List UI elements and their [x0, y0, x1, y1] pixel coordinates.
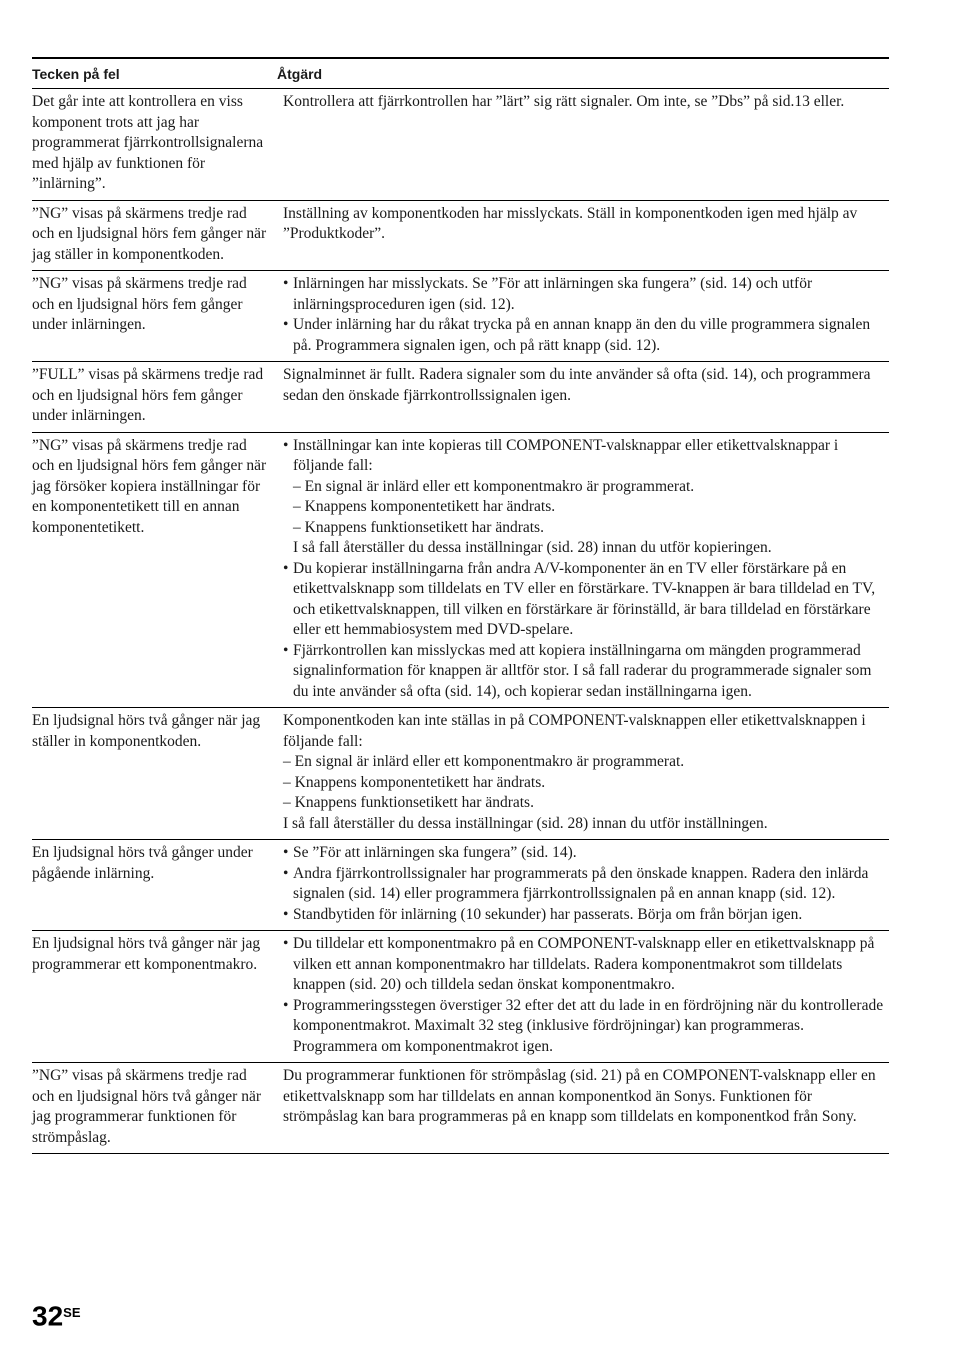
action-bullet-text: Se ”För att inlärningen ska fungera” (sid. 14). — [293, 844, 577, 861]
action-cell — [277, 436, 889, 703]
action-paragraph: Kontrollera att fjärrkontrollen har ”lärt” sig rätt signaler. Om inte, se ”Dbs” på sid.13 eller. — [283, 93, 845, 110]
bullet-icon: • — [283, 844, 289, 861]
action-cell — [277, 934, 889, 1057]
bullet-icon: • — [283, 864, 289, 882]
table-row — [32, 89, 889, 201]
bullet-icon: • — [283, 436, 289, 454]
header-symptom: Tecken på fel — [32, 65, 120, 82]
action-cell — [277, 92, 889, 195]
action-bullet-item — [283, 934, 889, 996]
action-cell — [277, 843, 889, 925]
action-sub-item: I så fall återställer du dessa inställningar (sid. 28) innan du utför kopieringen. — [293, 539, 772, 556]
action-bullet-text: Inställningar kan inte kopieras till COMPONENT-valsknappar eller etikettvalsknappar i följande fall: — [293, 436, 839, 474]
action-bullet-item — [283, 274, 889, 315]
action-bullet-text: Under inlärning har du råkat trycka på en annan knapp än den du ville programmera signalen på. Programmera signalen igen, och på rätt knapp (sid. 12). — [293, 316, 871, 354]
troubleshooting-table — [32, 57, 889, 1154]
action-bullet-list — [283, 436, 889, 703]
action-paragraph: Inställning av komponentkoden har misslyckats. Ställ in komponentkoden igen med hjälp av ”Produktkoder”. — [283, 204, 858, 242]
action-bullet-item — [283, 315, 889, 356]
action-sub-item: – Knappens funktionsetikett har ändrats. — [293, 518, 544, 536]
action-bullet-list — [283, 843, 889, 925]
action-cell — [277, 1066, 889, 1148]
symptom-cell: ”NG” visas på skärmens tredje rad och en ljudsignal hörs fem gånger under inlärningen. — [32, 275, 247, 333]
bullet-icon: • — [283, 935, 289, 952]
action-cell — [277, 274, 889, 356]
action-bullet-text: Andra fjärrkontrollssignaler har programmerats på den önskade knappen. Radera den inlärda signalen (sid. 14) eller programmera fjärrkontrollssignalen på en annan knapp (sid. 12). — [293, 864, 869, 902]
action-bullet-item — [283, 996, 889, 1058]
action-bullet-text: Du kopierar inställningarna från andra A/V-komponenter än en TV eller förstärkare på en etikettvalsknapp som tilldelats en TV eller en förstärkare. TV-knappen är bara tilldelad en TV, och etikettvalsknappen, till vilken en förstärkare är förinställd, är bara tilldelad en förstärkare eller ett hemmabiosystem med DVD-spelare. — [293, 559, 876, 638]
action-paragraph: – Knappens funktionsetikett har ändrats. — [283, 794, 534, 811]
action-bullet-list — [283, 274, 889, 356]
action-cell — [277, 204, 889, 266]
action-paragraph: Du programmerar funktionen för strömpåslag (sid. 21) på en COMPONENT-valsknapp eller en etikettvalsknapp som har tilldelats en annan komponentkod än Sonys. Funktionen för strömpåslag kan bara programmeras på en knapp som tilldelats en komponentkod från Sony. — [283, 1067, 876, 1125]
bullet-icon: • — [283, 275, 289, 292]
action-paragraph: I så fall återställer du dessa inställningar (sid. 28) innan du utför inställningen. — [283, 814, 768, 832]
action-bullet-text: Standbytiden för inlärning (10 sekunder) har passerats. Börja om från början igen. — [293, 905, 803, 923]
action-paragraph: Signalminnet är fullt. Radera signaler som du inte använder så ofta (sid. 14), och programmera sedan den önskade fjärrkontrollssignalen igen. — [283, 366, 871, 404]
table-row — [32, 931, 889, 1063]
bullet-icon: • — [283, 905, 289, 923]
action-bullet-item — [283, 559, 889, 641]
table-row — [32, 271, 889, 362]
table-body — [32, 89, 889, 1154]
header-action: Åtgärd — [277, 65, 323, 82]
symptom-cell: En ljudsignal hörs två gånger när jag ställer in komponentkoden. — [32, 712, 261, 750]
action-sub-list — [293, 477, 889, 559]
bullet-icon: • — [283, 316, 289, 333]
action-bullet-item — [283, 905, 889, 926]
action-bullet-item — [283, 641, 889, 703]
table-row — [32, 433, 889, 709]
table-header — [32, 59, 889, 89]
action-bullet-item — [283, 436, 889, 559]
bullet-icon: • — [283, 641, 289, 659]
action-bullet-text: Inlärningen har misslyckats. Se ”För att inlärningen ska fungera” (sid. 14) och utför inlärningsproceduren igen (sid. 12). — [293, 275, 813, 313]
action-bullet-list — [283, 934, 889, 1057]
page-number — [32, 1293, 81, 1334]
action-bullet-item — [283, 843, 889, 864]
action-cell — [277, 365, 889, 427]
symptom-cell: En ljudsignal hörs två gånger när jag programmerar ett komponentmakro. — [32, 935, 261, 973]
action-paragraph: – Knappens komponentetikett har ändrats. — [283, 773, 546, 791]
symptom-cell: En ljudsignal hörs två gånger under pågående inlärning. — [32, 844, 253, 882]
page-number-suffix: SE — [63, 1305, 81, 1320]
symptom-cell: ”NG” visas på skärmens tredje rad och en ljudsignal hörs två gånger när jag programmerar funktionen för strömpåslag. — [32, 1067, 261, 1146]
action-bullet-item — [283, 864, 889, 905]
action-sub-item: – En signal är inlärd eller ett komponentmakro är programmerat. — [293, 477, 695, 495]
action-cell — [277, 711, 889, 834]
symptom-cell: ”FULL” visas på skärmens tredje rad och en ljudsignal hörs fem gånger under inlärningen. — [32, 366, 264, 424]
action-sub-item: – Knappens komponentetikett har ändrats. — [293, 498, 556, 515]
symptom-cell: Det går inte att kontrollera en viss komponent trots att jag har programmerat fjärrkontrollsignalerna med hjälp av funktionen för ”inlärning”. — [32, 93, 264, 192]
bullet-icon: • — [283, 559, 289, 577]
bullet-icon: • — [283, 996, 289, 1014]
action-paragraph: Komponentkoden kan inte ställas in på COMPONENT-valsknappen eller etikettvalsknappen i följande fall: — [283, 712, 866, 750]
symptom-cell: ”NG” visas på skärmens tredje rad och en ljudsignal hörs fem gånger när jag försöker kopiera inställningar för en komponentetikett till en annan komponentetikett. — [32, 436, 267, 536]
action-paragraph: – En signal är inlärd eller ett komponentmakro är programmerat. — [283, 753, 685, 770]
table-row — [32, 708, 889, 840]
table-row — [32, 362, 889, 433]
table-row — [32, 201, 889, 272]
table-row — [32, 1063, 889, 1154]
symptom-cell: ”NG” visas på skärmens tredje rad och en ljudsignal hörs fem gånger när jag ställer in komponentkoden. — [32, 204, 267, 263]
action-bullet-text: Programmeringsstegen överstiger 32 efter det att du lade in en fördröjning när du kontrollerade komponentmakrot. Maximalt 32 steg (inklusive fördröjningar) kan programmeras. Programmera om komponentmakrot igen. — [293, 996, 884, 1055]
action-bullet-text: Du tilldelar ett komponentmakro på en COMPONENT-valsknapp eller en etikettvalsknapp på vilken ett annan komponentmakro har tilldelats. Radera komponentmakrot som tilldelats knappen (sid. 20) och tilldela sedan önskat komponentmakro. — [293, 935, 875, 993]
page-number-value: 32 — [32, 1300, 64, 1332]
table-row — [32, 840, 889, 931]
action-bullet-text: Fjärrkontrollen kan misslyckas med att kopiera inställningarna om mängden programmerad signalinformation för knappen är alltför stor. I så fall raderar du programmerade signaler som du inte använder så ofta (sid. 14), och kopierar sedan inställningarna igen. — [293, 641, 872, 700]
